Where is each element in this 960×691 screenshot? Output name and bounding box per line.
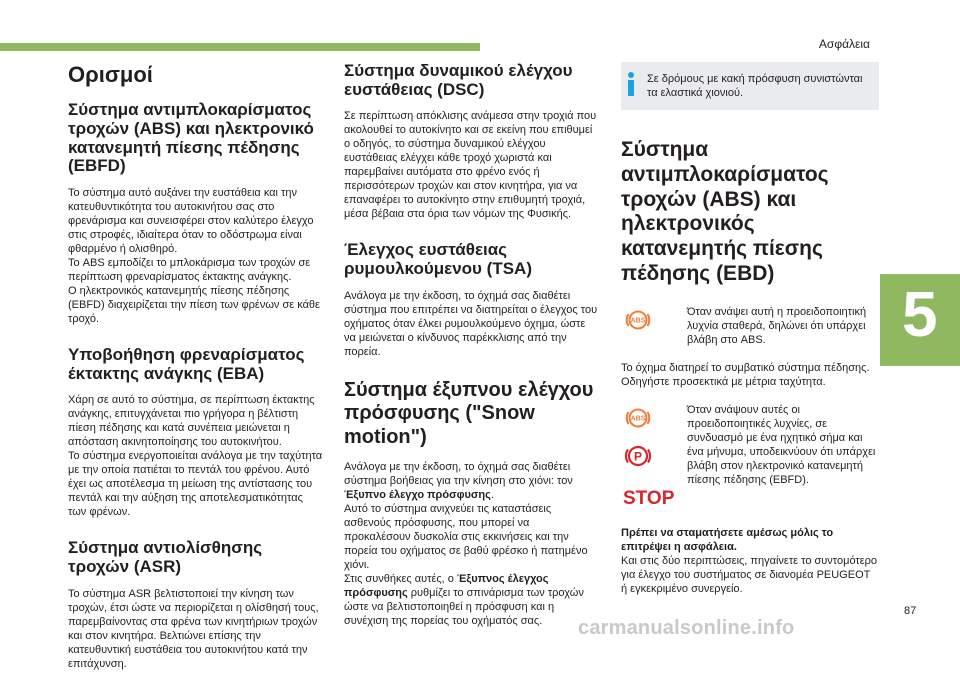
warning-ebfd-text: Όταν ανάψουν αυτές οι προειδοποιητικές λυχνίες, σε συνδυασμό με ένα ηχητικό σήμα και ένα μήνυμα, υποδεικνύουν ότι υπάρχει βλάβη στον ηλεκτρονικό κατανεμητή πίεσης πέδησης (EBFD). [687, 403, 876, 486]
text-abs-ebfd: Το σύστημα αυτό αυξάνει την ευστάθεια και την κατευθυντικότητα του αυτοκινήτου σας στο φρενάρισμα και συνεισφέρει στον καλύτερο έλεγχο στις στροφές, ιδιαίτερα όταν το οδόστρωμα είναι φθαρμένο ή ολισθηρό. Το ABS εμποδίζει το μπλοκάρισμα των τροχών σε περίπτωση φρεναρίσματος έκτακτης ανάγκης. Ο ηλεκτρονικός κατανεμητής πίεσης πέδησης (EBFD) διαχειρίζεται την πίεση των φρένων σε κάθε τροχό. [68, 187, 320, 326]
abs-warning-icon [625, 307, 651, 333]
abs-icon-label-2: ABS [630, 415, 646, 423]
brake-warning-icon [624, 442, 652, 470]
info-box [621, 62, 879, 110]
watermark: carmanualsonline.info [578, 617, 795, 639]
column-3 [621, 62, 879, 596]
text-tsa: Ανάλογα με την έκδοση, το όχημά σας διαθέτει σύστημα που επιτρέπει να διατηρείται ο έλεγχος του οχήματος όταν έλκει ρυμουλκούμενο όχημα, ώστε να μειώνεται ο κίνδυνος παρέκκλισης από την πορεία. [344, 289, 598, 358]
section-title: Ασφάλεια [818, 37, 870, 51]
text-dsc: Σε περίπτωση απόκλισης ανάμεσα στην τροχιά που ακολουθεί το αυτοκίνητο και σε εκείνη που επιθυμεί ο οδηγός, το σύστημα δυναμικού ελέγχου ευστάθειας ελέγχει κάθε τροχό χωριστά και παρεμβαίνει αυτόματα στο φρένο ενός ή περισσότερων τροχών και στον κινητήρα, για να επαναφέρει το αυτοκίνητο στην επιθυμητή τροχιά, μέσα βέβαια στα όρια των νόμων της Φυσικής. [344, 110, 597, 221]
snow-text-b: . Αυτό το σύστημα ανιχνεύει τις καταστάσεις ασθενούς πρόσφυσης, που μπορεί να προκαλέσουν δυσκολία στις εκκινήσεις και την πορεία του οχήματος σε βαθύ φρέσκο ή πατημένο χιόνι. Στις συνθήκες αυτές, ο [344, 488, 588, 585]
page-number: 87 [904, 605, 917, 617]
warning-abs-text: Όταν ανάψει αυτή η προειδοποιητική λυχνία σταθερά, δηλώνει ότι υπάρχει βλάβη στο ABS. [687, 305, 867, 346]
page-title: Ορισμοί [68, 62, 153, 87]
text-snow-motion [344, 460, 598, 628]
heading-asr: Σύστημα αντιολίσθησης τροχών (ASR) [68, 538, 263, 577]
text-abs-fallback: Το όχημα διατηρεί το συμβατικό σύστημα πέδησης. Οδηγήστε προσεκτικά με μέτρια ταχύτητα. [621, 361, 870, 388]
abs-warning-icon-2 [625, 405, 651, 431]
column-2 [344, 62, 598, 628]
snow-bold-b: Έξυπνος έλεγχος πρόσφυσης [344, 572, 549, 599]
heading-abs-ebd: Σύστημα αντιμπλοκαρίσματος τροχών (ABS) και ηλεκτρονικός κατανεμητής πίεσης πέδησης (EBD) [621, 138, 829, 285]
snow-text-a: Ανάλογα με την έκδοση, το όχημά σας διαθέτει σύστημα βοήθειας για την κίνηση στο χιόνι: τον [344, 460, 573, 487]
heading-snow-motion: Σύστημα έξυπνου ελέγχου πρόσφυσης ("Snow motion") [344, 378, 594, 448]
chapter-tab [880, 274, 960, 366]
stop-icon-label: STOP [623, 487, 675, 509]
text-eba: Χάρη σε αυτό το σύστημα, σε περίπτωση έκτακτης ανάγκης, επιτυγχάνεται πιο γρήγορα η βέλτιστη πίεση πέδησης και κατά συνέπεια μειώνεται η απόσταση ακινητοποίησης του αυτοκινήτου. Το σύστημα ενεργοποιείται ανάλογα με την ταχύτητα με την οποία πατιέται το πεντάλ του φρένου. Αυτό έχει ως αποτέλεσμα τη μείωση της αντίστασης του πεντάλ και την αύξηση της αποτελεσματικότητας των φρένων. [68, 394, 323, 519]
abs-icon-label: ABS [630, 317, 646, 325]
warning-ebfd [621, 403, 879, 512]
heading-eba: Υποβοήθηση φρεναρίσματος έκτακτης ανάγκης (EBA) [68, 345, 305, 383]
header-accent-bar [0, 43, 480, 51]
stop-instruction [621, 526, 879, 596]
brake-icon-label: P [633, 449, 643, 464]
heading-dsc: Σύστημα δυναμικού ελέγχου ευστάθειας (DSC) [344, 61, 573, 99]
snow-text-c: ρυθμίζει το σπινάρισμα των τροχών ώστε να βελτιστοποιηθεί η πρόσφυση και η συνέχιση της πορείας του οχήματός σας. [344, 586, 584, 627]
info-note: Σε δρόμους με κακή πρόσφυση συνιστώνται τα ελαστικά χιονιού. [647, 73, 863, 99]
stop-bold-text: Πρέπει να σταματήσετε αμέσως μόλις το επιτρέψει η ασφάλεια. [621, 526, 834, 553]
warning-abs [621, 305, 879, 347]
column-1 [68, 62, 323, 691]
heading-tsa: Έλεγχος ευστάθειας ρυμουλκούμενου (TSA) [344, 240, 532, 279]
stop-warning-icon [623, 487, 675, 509]
text-asr: Το σύστημα ASR βελτιστοποιεί την κίνηση των τροχών, έτσι ώστε να περιορίζεται η ολίσθησή τους, παρεμβαίνοντας στα φρένα των κινητήριων τροχών και στον κινητήρα. Βελτιώνει επίσης την κατευθυντική ευστάθεια του αυτοκινήτου κατά την επιτάχυνση. [68, 587, 319, 670]
chapter-number: 5 [902, 278, 938, 350]
info-icon [627, 72, 635, 100]
heading-abs-ebfd: Σύστημα αντιμπλοκαρίσματος τροχών (ABS) και ηλεκτρονικό κατανεμητή πίεσης πέδησης (EBFD) [68, 100, 314, 176]
snow-bold-a: Έξυπνο έλεγχο πρόσφυσης [344, 488, 491, 501]
stop-followup-text: Και στις δύο περιπτώσεις, πηγαίνετε το συντομότερο για έλεγχο του συστήματος σε διανομέα PEUGEOT ή εγκεκριμένο συνεργείο. [621, 554, 878, 595]
